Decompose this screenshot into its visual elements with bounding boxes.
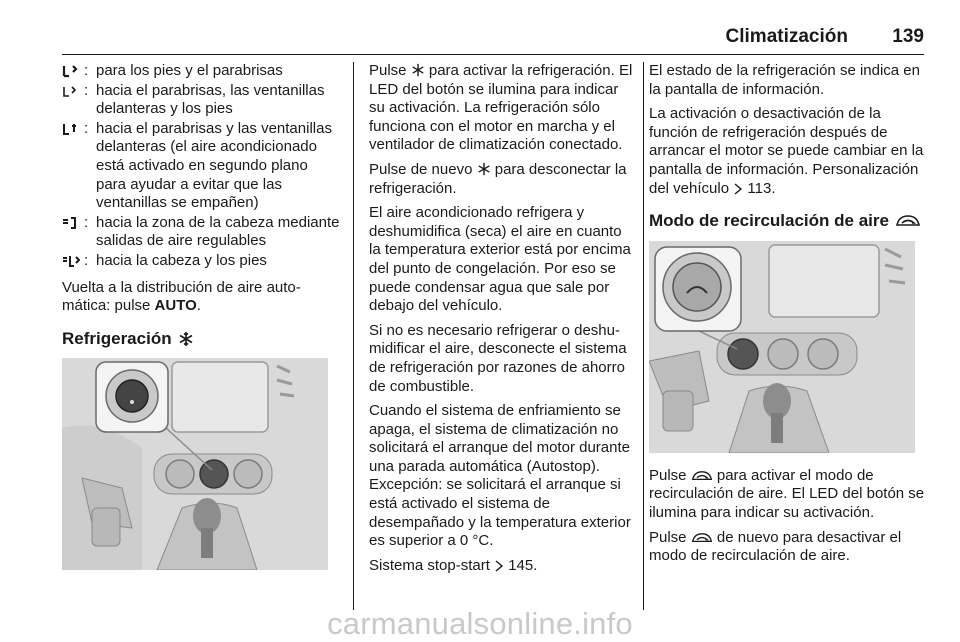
paragraph: El estado de la refrigeración se indica en la pantalla de información.: [649, 62, 920, 98]
paragraph: Pulse de nuevo para desactivar el modo de recirculación de aire.: [649, 528, 902, 565]
column-3: [649, 62, 929, 572]
page-title: Climatización: [725, 26, 848, 47]
paragraph: Pulse para activar el modo de recirculación de aire. El LED del botón se ilumina para indicar su activación.: [649, 466, 925, 521]
recirculation-icon: [895, 214, 921, 228]
list-item: : hacia la cabeza y los pies: [62, 252, 342, 271]
list-item: : hacia el parabrisas, las ventanillas delanteras y los pies: [62, 82, 342, 119]
list-item-text: hacia el parabrisas y las ventanillas delanteras (el aire acondicionado está activado en segundo plano para ayudar a evitar que las ventanillas se empañen): [96, 119, 332, 212]
list-item: : para los pies y el parabrisas: [62, 62, 342, 81]
list-item: : hacia la zona de la cabeza mediante salidas de aire regulables: [62, 214, 342, 251]
auto-label: AUTO: [154, 297, 197, 315]
head-vents-icon: [62, 214, 84, 251]
recirculation-button-illustration: [649, 241, 915, 453]
recirculation-icon: [691, 470, 713, 482]
page-number: 139: [892, 26, 924, 47]
list-item: : hacia el parabrisas y las ventanillas delanteras (el aire acondicionado está activado en segundo plano para ayudar a evitar que las ventanillas se empañen): [62, 120, 342, 213]
column-separator-2: [643, 62, 644, 610]
snowflake-icon: [411, 63, 425, 77]
cooling-button-illustration: [62, 358, 328, 570]
section-heading-cooling: Refrigeración: [62, 330, 342, 349]
header-rule: [62, 54, 924, 55]
paragraph: El aire acondicionado refrigera y deshumidifica (seca) el aire en cuanto la temperatura exterior está por encima del punto de congelación. Por eso se puede condensar agua que sale por debajo del vehículo.: [369, 204, 631, 315]
head-feet-icon: [62, 252, 84, 271]
snowflake-icon: [178, 331, 194, 347]
snowflake-icon: [477, 162, 491, 176]
list-item-text: para los pies y el parabrisas: [96, 62, 283, 79]
recirculation-icon: [691, 532, 713, 544]
watermark: carmanualsonline.info: [327, 606, 633, 641]
paragraph: Si no es necesario refrigerar o deshumidificar el aire, desconecte el sistema de refrigeración por razones de ahorro de combustible.: [369, 321, 627, 395]
paragraph: Pulse para activar la refrigeración. El LED del botón se ilumina para indicar su activación. La refrigeración sólo funciona con el motor en marcha y el ventilador de climatización conectado.: [369, 62, 633, 154]
page-reference-icon: [733, 183, 743, 195]
section-heading-recirculation: Modo de recirculación de aire: [649, 212, 929, 231]
list-item-text: hacia el parabrisas, las ventanillas delanteras y los pies: [96, 81, 325, 118]
list-item-text: hacia la cabeza y los pies: [96, 251, 267, 269]
paragraph: Pulse de nuevo para desconectar la refrigeración.: [369, 160, 627, 197]
paragraph-auto: Vuelta a la distribución de aire automática: pulse AUTO.: [62, 278, 301, 315]
column-2: [369, 62, 637, 581]
column-separator-1: [353, 62, 354, 610]
paragraph-reference: Sistema stop-start 145.: [369, 556, 538, 574]
column-1: [62, 62, 342, 570]
page-reference-icon: [494, 560, 504, 572]
feet-windscreen-icon: [62, 62, 84, 81]
paragraph: Cuando el sistema de enfriamiento se apaga, el sistema de climatización no solicitará el arranque del motor durante una parada automática (Autostop). Excepción: se solicitará el arranque si está activado el sistema de desempañado y la temperatura exterior es superior a 0 °C.: [369, 402, 631, 550]
air-distribution-list: [62, 62, 342, 271]
list-item-text: hacia la zona de la cabeza mediante salidas de aire regulables: [96, 213, 340, 250]
paragraph: La activación o desactivación de la función de refrigeración después de arrancar el motor se puede cambiar en la pantalla de información. Personalización del vehículo 113.: [649, 105, 924, 197]
windscreen-windows-icon: [62, 120, 84, 213]
windscreen-windows-feet-icon: [62, 82, 84, 119]
